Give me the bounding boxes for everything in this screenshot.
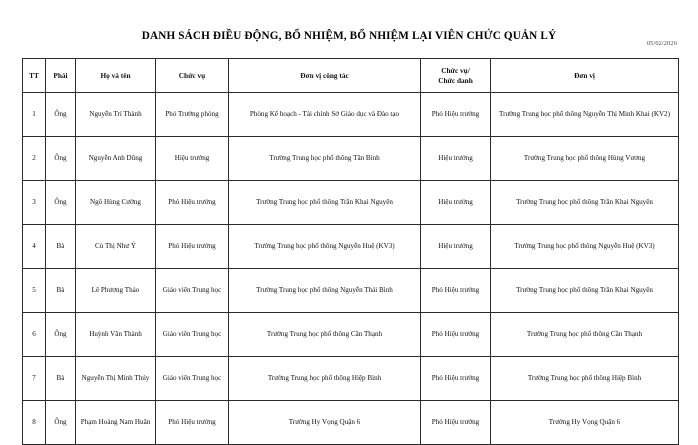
cell-ho-va-ten: Nguyễn Trí Thành: [76, 93, 156, 137]
cell-chuc-vu: Phó Hiệu trưởng: [156, 181, 229, 225]
cell-chuc-vu: Hiệu trưởng: [156, 137, 229, 181]
cell-phai: Bà: [46, 225, 76, 269]
table-row: [23, 313, 679, 357]
cell-ho-va-ten: Huỳnh Văn Thành: [76, 313, 156, 357]
column-header-ho-va-ten: Họ và tên: [76, 59, 156, 93]
cell-phai: Bà: [46, 269, 76, 313]
cell-chuc-vu-chuc-danh: Phó Hiệu trưởng: [421, 313, 491, 357]
cell-tt: 8: [23, 401, 46, 445]
cell-chuc-vu-chuc-danh: Phó Hiệu trưởng: [421, 93, 491, 137]
cell-don-vi: Trường Trung học phổ thông Trần Khai Nguyên: [491, 269, 679, 313]
column-header-chuc-vu-chuc-danh-line1: Chức vụ/: [441, 66, 470, 76]
cell-ho-va-ten: Nguyễn Thị Minh Thúy: [76, 357, 156, 401]
column-header-don-vi: Đơn vị: [491, 59, 679, 93]
cell-tt: 6: [23, 313, 46, 357]
cell-chuc-vu: Giáo viên Trung học: [156, 313, 229, 357]
cell-chuc-vu-chuc-danh: Phó Hiệu trưởng: [421, 357, 491, 401]
cell-chuc-vu: Phó Hiệu trưởng: [156, 401, 229, 445]
cell-chuc-vu: Phó Hiệu trưởng: [156, 225, 229, 269]
cell-don-vi: Trường Hy Vọng Quận 6: [491, 401, 679, 445]
cell-phai: Ông: [46, 401, 76, 445]
page-title: DANH SÁCH ĐIỀU ĐỘNG, BỔ NHIỆM, BỔ NHIỆM LẠI VIÊN CHỨC QUẢN LÝ: [141, 30, 557, 42]
cell-don-vi-cong-tac: Trường Trung học phổ thông Cần Thạnh: [229, 313, 421, 357]
cell-chuc-vu-chuc-danh: Phó Hiệu trưởng: [421, 269, 491, 313]
cell-chuc-vu-chuc-danh: Hiệu trưởng: [421, 225, 491, 269]
cell-phai: Ông: [46, 313, 76, 357]
cell-don-vi-cong-tac: Phòng Kế hoạch - Tài chính Sở Giáo dục và Đào tạo: [229, 93, 421, 137]
cell-ho-va-ten: Củ Thị Như Ý: [76, 225, 156, 269]
cell-chuc-vu-chuc-danh: Phó Hiệu trưởng: [421, 401, 491, 445]
cell-don-vi-cong-tac: Trường Trung học phổ thông Hiệp Bình: [229, 357, 421, 401]
cell-phai: Bà: [46, 357, 76, 401]
cell-phai: Ông: [46, 137, 76, 181]
cell-don-vi-cong-tac: Trường Trung học phổ thông Nguyễn Thái Bình: [229, 269, 421, 313]
column-header-tt: TT: [23, 59, 46, 93]
cell-tt: 1: [23, 93, 46, 137]
column-header-don-vi-cong-tac: Đơn vị công tác: [229, 59, 421, 93]
column-header-phai: Phái: [46, 59, 76, 93]
table-body: [23, 93, 679, 445]
cell-don-vi: Trường Trung học phổ thông Nguyễn Huệ (KV3): [491, 225, 679, 269]
cell-ho-va-ten: Lê Phương Thảo: [76, 269, 156, 313]
cell-tt: 5: [23, 269, 46, 313]
cell-ho-va-ten: Phạm Hoàng Nam Huân: [76, 401, 156, 445]
cell-chuc-vu-chuc-danh: Hiệu trưởng: [421, 181, 491, 225]
cell-don-vi-cong-tac: Trường Trung học phổ thông Nguyễn Huệ (KV3): [229, 225, 421, 269]
cell-don-vi: Trường Trung học phổ thông Trần Khai Nguyên: [491, 181, 679, 225]
column-header-chuc-vu-chuc-danh-line2: Chức danh: [438, 75, 473, 85]
table-row: [23, 401, 679, 445]
cell-chuc-vu: Giáo viên Trung học: [156, 357, 229, 401]
cell-don-vi-cong-tac: Trường Trung học phổ thông Trần Khai Nguyên: [229, 181, 421, 225]
cell-don-vi: Trường Trung học phổ thông Hùng Vương: [491, 137, 679, 181]
cell-don-vi-cong-tac: Trường Hy Vọng Quận 6: [229, 401, 421, 445]
listing-table-container: [22, 58, 678, 445]
column-header-chuc-vu-chuc-danh: [421, 59, 491, 93]
cell-don-vi: Trường Trung học phổ thông Nguyễn Thị Minh Khai (KV2): [491, 93, 679, 137]
table-row: [23, 93, 679, 137]
cell-phai: Ông: [46, 93, 76, 137]
table-header-row: [23, 59, 679, 93]
table-header: [23, 59, 679, 93]
cell-chuc-vu-chuc-danh: Hiệu trưởng: [421, 137, 491, 181]
cell-chuc-vu: Phó Trưởng phòng: [156, 93, 229, 137]
cell-ho-va-ten: Nguyễn Anh Dũng: [76, 137, 156, 181]
table-row: [23, 269, 679, 313]
table-row: [23, 357, 679, 401]
cell-tt: 3: [23, 181, 46, 225]
cell-phai: Ông: [46, 181, 76, 225]
table-row: [23, 225, 679, 269]
cell-tt: 4: [23, 225, 46, 269]
cell-tt: 7: [23, 357, 46, 401]
cell-don-vi: Trường Trung học phổ thông Hiệp Bình: [491, 357, 679, 401]
cell-chuc-vu: Giáo viên Trung học: [156, 269, 229, 313]
cell-tt: 2: [23, 137, 46, 181]
column-header-chuc-vu: Chức vụ: [156, 59, 229, 93]
appointment-listing-table: [22, 58, 679, 445]
cell-don-vi-cong-tac: Trường Trung học phổ thông Tân Bình: [229, 137, 421, 181]
cell-don-vi: Trường Trung học phổ thông Cần Thạnh: [491, 313, 679, 357]
table-row: [23, 137, 679, 181]
table-row: [23, 181, 679, 225]
cell-ho-va-ten: Ngô Hùng Cường: [76, 181, 156, 225]
document-date: 05/02/2026: [646, 40, 677, 47]
